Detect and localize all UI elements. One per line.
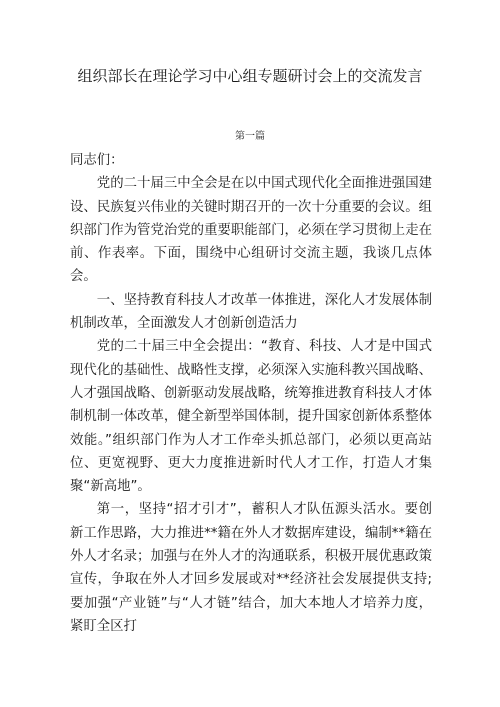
salutation: 同志们： (70, 153, 124, 168)
document-title: 组织部长在理论学习中心组专题研讨会上的交流发言 (77, 67, 423, 85)
paragraph-intro: 党的二十届三中全会是在以中国式现代化全面推进强国建设、民族复兴伟业的关键时期召开的一次十分重要的会议。组织部门作为管党治党的重要职能部门，必须在学习贯彻上走在前、作表率。下面，围绕中心组研讨交流主题，我谈几点体会。 (70, 176, 432, 285)
section-heading: 一、坚持教育科技人才改革一体推进，深化人才发展体制机制改革，全面激发人才创新创造活力 (70, 292, 432, 332)
paragraph-first-point: 第一，坚持“招才引才”，蓄积人才队伍源头活水。要创新工作思路，大力推进**籍在外人才数据库建设，编制**籍在外人才名录；加强与在外人才的沟通联系，积极开展优惠政策宣传，争取在外人才回乡发展或对**经济社会发展提供支持;要加强“产业链”与“人才链”结合，加大本地人才培养力度，紧盯全区打 (70, 502, 432, 634)
document-body (70, 149, 432, 638)
document-subtitle: 第一篇 (235, 131, 265, 142)
paragraph-quote: 党的二十届三中全会提出：“教育、科技、人才是中国式现代化的基础性、战略性支撑，必须深入实施科教兴国战略、人才强国战略、创新驱动发展战略，统筹推进教育科技人才体制机制一体改革，健全新型举国体制，提升国家创新体系整体效能。”组织部门作为人才工作牵头抓总部门，必须以更高站位、更宽视野、更大力度推进新时代人才工作，打造人才集聚“新高地”。 (70, 339, 432, 495)
